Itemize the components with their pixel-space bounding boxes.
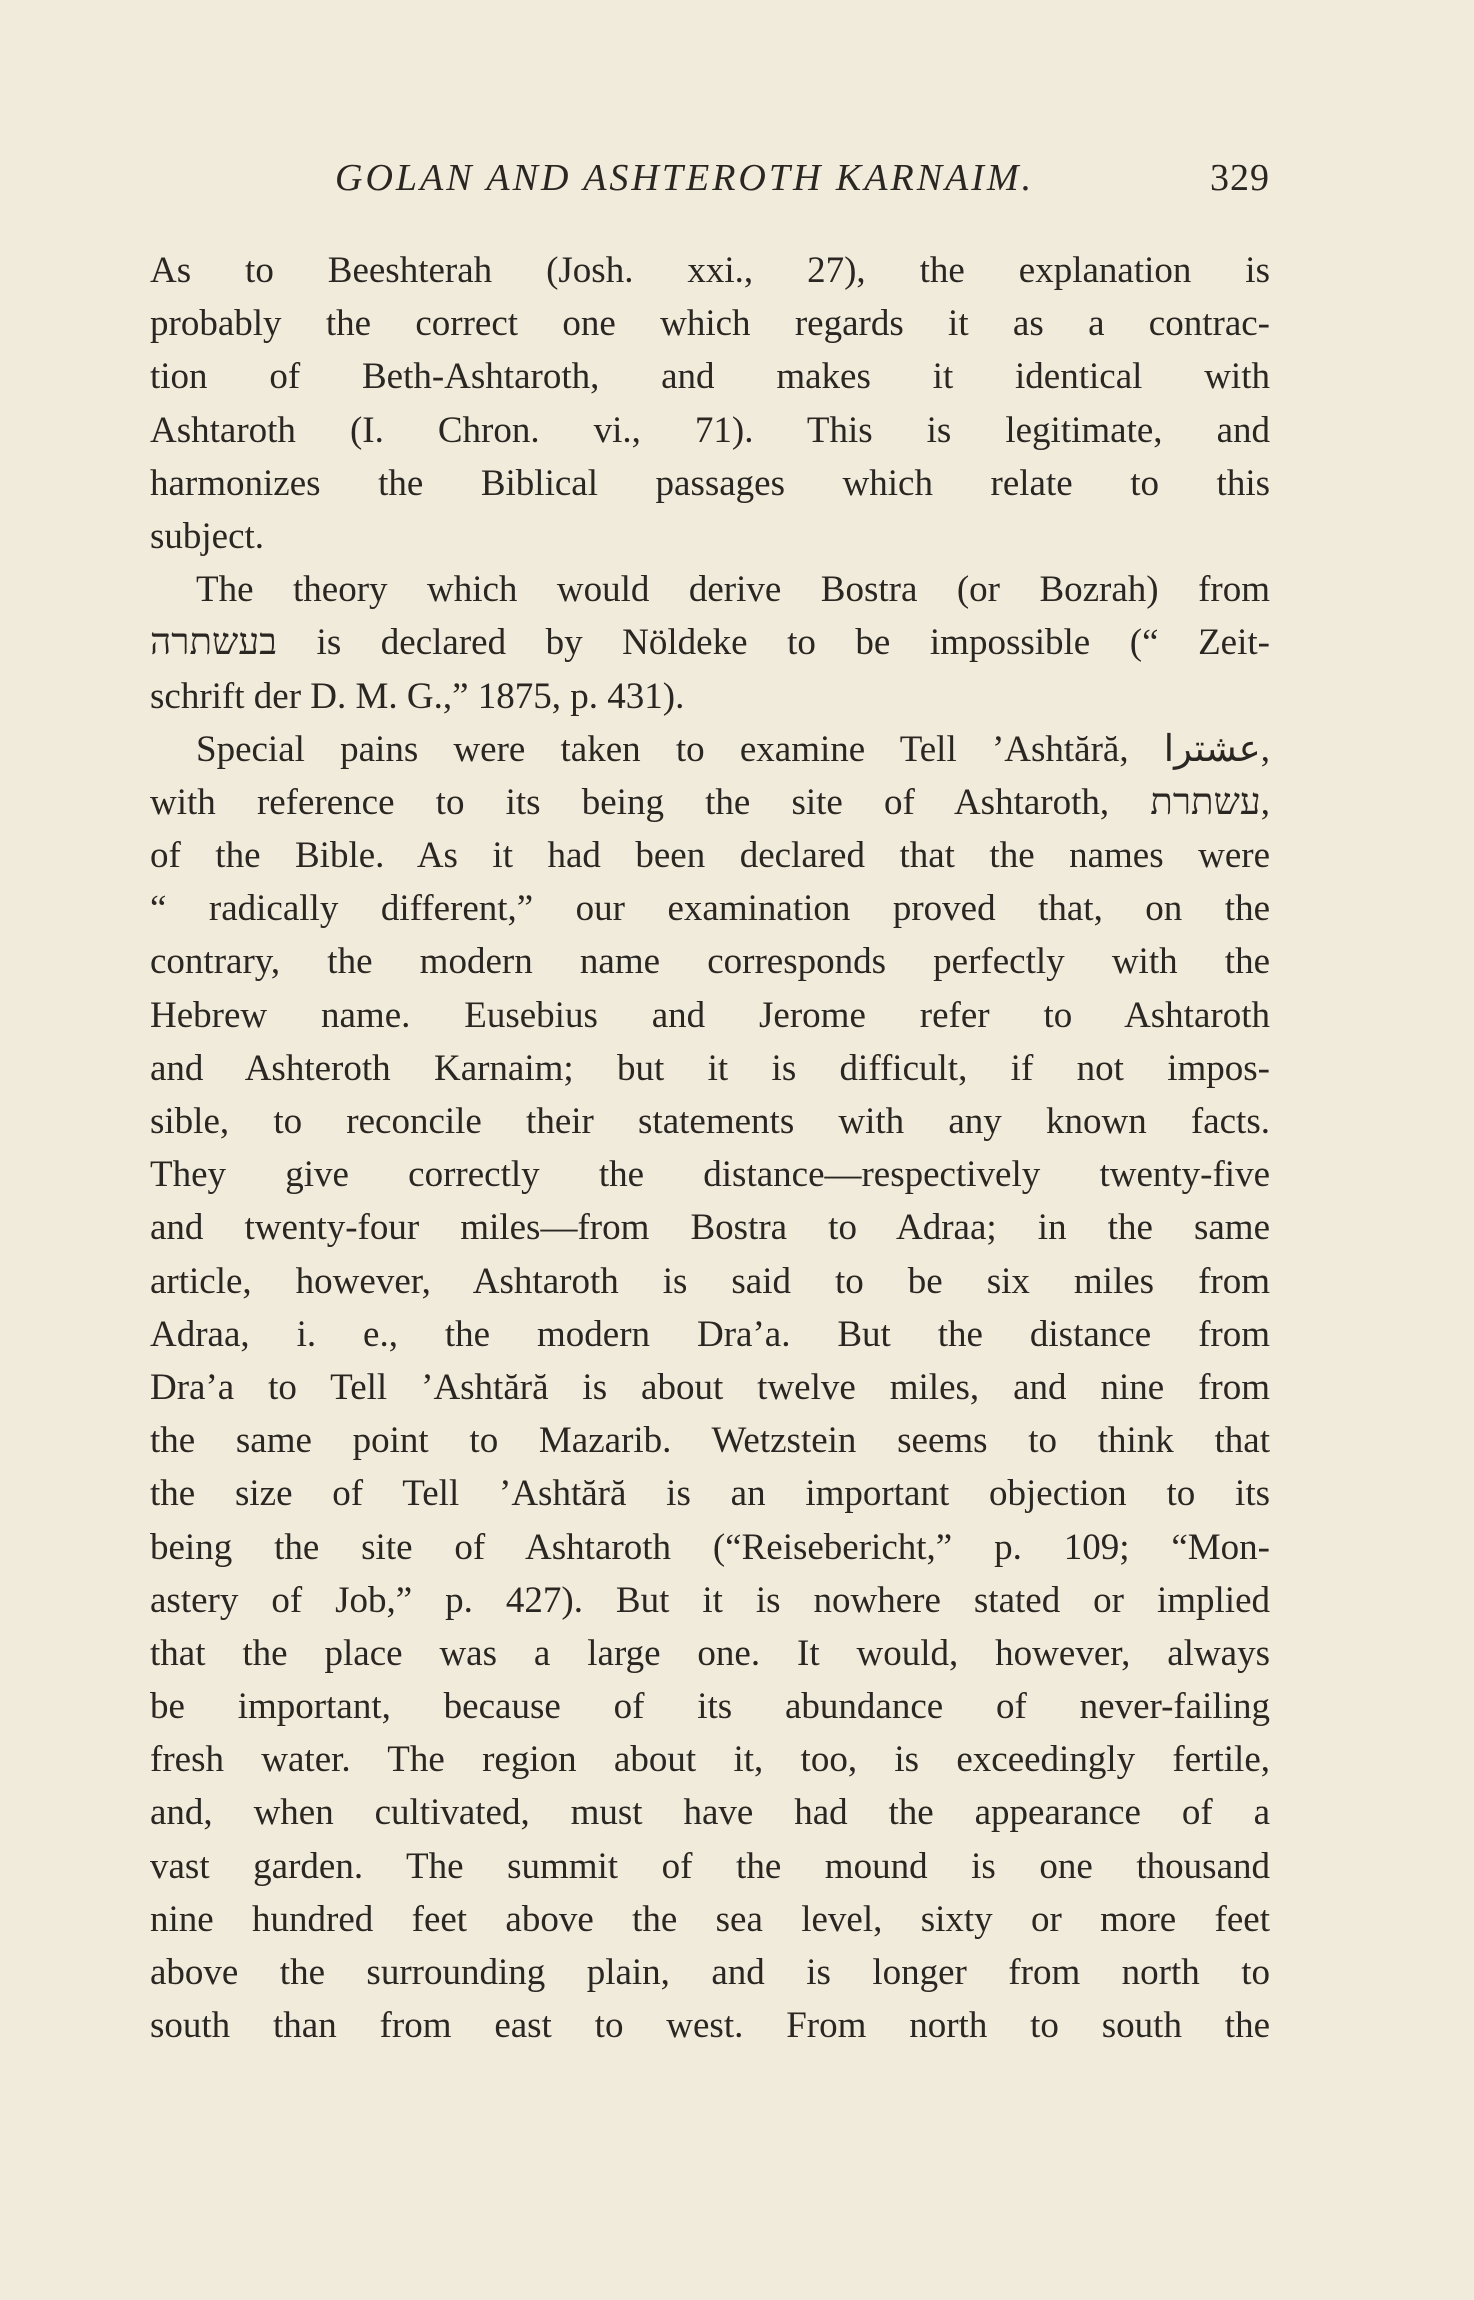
text-line: astery of Job,” p. 427). But it is nowhere stated or implied	[150, 1579, 1270, 1621]
text-line: and, when cultivated, must have had the appearance of a	[150, 1792, 1270, 1834]
text-line: being the site of Ashtaroth (“Reisebericht,” p. 109; “Mon-	[150, 1526, 1270, 1568]
text-line: schrift der D. M. G.,” 1875, p. 431).	[150, 675, 685, 717]
text-line: article, however, Ashtaroth is said to be six miles from	[150, 1260, 1270, 1302]
text-line: south than from east to west. From north to south the	[150, 2005, 1270, 2047]
text-line: contrary, the modern name corresponds perfectly with the	[150, 941, 1270, 983]
body-text	[150, 244, 1270, 2052]
text-line: the same point to Mazarib. Wetzstein seems to think that	[150, 1420, 1270, 1462]
text-line: probably the correct one which regards it as a contrac-	[150, 303, 1270, 345]
text-line: the size of Tell ’Ashtără is an important objection to its	[150, 1473, 1270, 1515]
text-line: harmonizes the Biblical passages which relate to this	[150, 462, 1270, 504]
text-line: “ radically different,” our examination proved that, on the	[150, 888, 1270, 930]
page-number: 329	[1210, 157, 1270, 199]
text-line: with reference to its being the site of Ashtaroth, עשתרת,	[150, 781, 1270, 823]
text-line: subject.	[150, 515, 265, 557]
running-title: GOLAN AND ASHTEROTH KARNAIM.	[335, 157, 1035, 199]
text-line: tion of Beth-Ashtaroth, and makes it identical with	[150, 356, 1270, 398]
text-line: and Ashteroth Karnaim; but it is difficult, if not impos-	[150, 1047, 1270, 1089]
text-line: Hebrew name. Eusebius and Jerome refer to Ashtaroth	[150, 994, 1270, 1036]
text-line: Dra’a to Tell ’Ashtără is about twelve miles, and nine from	[150, 1366, 1270, 1408]
text-line: As to Beeshterah (Josh. xxi., 27), the explanation is	[150, 250, 1270, 291]
text-line: Ashtaroth (I. Chron. vi., 71). This is legitimate, and	[150, 409, 1270, 451]
text-line: sible, to reconcile their statements with any known facts.	[150, 1101, 1270, 1142]
text-line: Adraa, i. e., the modern Dra’a. But the distance from	[150, 1313, 1270, 1355]
text-line: Special pains were taken to examine Tell ’Ashtără, عشترا,	[196, 728, 1270, 770]
text-line: be important, because of its abundance of never-failing	[150, 1686, 1270, 1728]
text-line: that the place was a large one. It would, however, always	[150, 1632, 1270, 1674]
text-line: above the surrounding plain, and is longer from north to	[150, 1952, 1270, 1993]
text-line: The theory which would derive Bostra (or Bozrah) from	[196, 569, 1270, 611]
text-line: of the Bible. As it had been declared that the names were	[150, 835, 1270, 877]
text-line: and twenty-four miles—from Bostra to Adraa; in the same	[150, 1207, 1270, 1249]
text-line: nine hundred feet above the sea level, sixty or more feet	[150, 1898, 1270, 1940]
text-line: vast garden. The summit of the mound is one thousand	[150, 1845, 1270, 1887]
page-header	[150, 150, 1270, 206]
text-line: They give correctly the distance—respectively twenty-five	[150, 1154, 1270, 1196]
text-line: fresh water. The region about it, too, is exceedingly fertile,	[150, 1739, 1270, 1781]
text-line: בעשתרה is declared by Nöldeke to be impossible (“ Zeit-	[150, 622, 1270, 664]
